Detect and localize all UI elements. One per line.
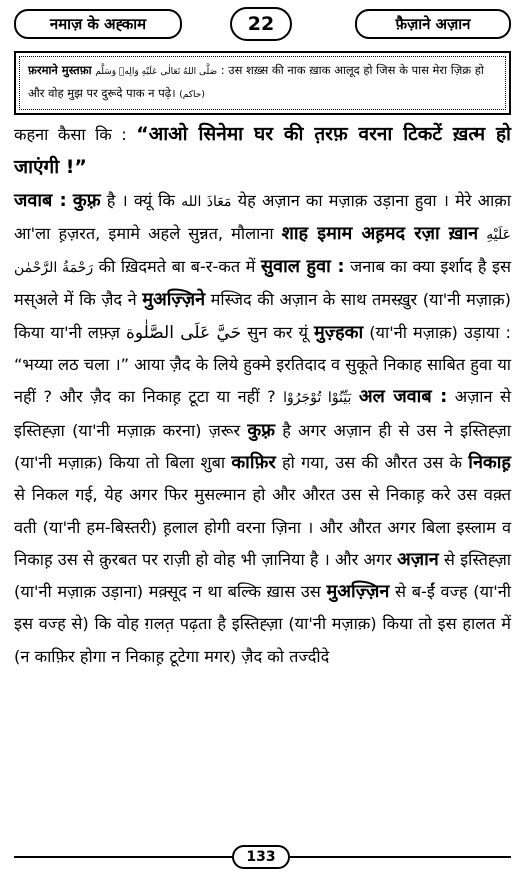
hadith-banner [14, 51, 511, 115]
al-jawab-label: अल जवाब : [358, 386, 448, 408]
nikah-word: निकाह़ [468, 451, 511, 473]
kufr-word: कुफ़्र [72, 189, 101, 211]
text-seg5: मस्जिद की अज़ान के साथ तमस्ख़ुर (या'नी मज़ाक़) किया या'नी लफ़्ज़ [14, 290, 511, 342]
scholar-name: शाह इमाम अह़मद रज़ा ख़ान [281, 222, 479, 244]
text-seg2: येह अज़ान का मज़ाक़ उड़ाना हुवा । मेरे आक़ा आ'ला ह़ज़रत, इमामे अहले सुन्नत, मौलाना [14, 190, 511, 243]
page-body [14, 118, 511, 673]
text-seg12: से इस्तिह्ज़ा (या'नी मज़ाक़ उड़ाना) मक़्सूद न था बल्कि ख़ास उस [14, 549, 511, 602]
muazzin-word-1: मुअज़्ज़िने [142, 289, 206, 311]
text-seg11: से निकल गई, येह अगर फिर मुसल्मान हो और औरत उस से निकाह़ करे उस वक़्त वती (या'नी हम-बिस्तरी) ह़लाल होगी वरना ज़िना । और औरत अगर बिला इस्लाम व निकाह़ उस से क़ुरबत पर राज़ी हो वोह भी ज़ानिया है । और अगर [14, 485, 511, 569]
arabic-rahmah: عَلَيْهِ رَحْمَةُ الرَّحْمٰن [14, 226, 511, 277]
body-paragraph [14, 118, 511, 185]
header-page-number: 22 [230, 7, 292, 41]
hadith-banner-inner [19, 56, 506, 110]
banner-text: : उस शख़्स की नाक ख़ाक आलूद हो जिस के पास मेरा ज़िक्र हो और वोह मुझ पर दुरूदे पाक न पढ़े। [28, 63, 484, 100]
footer-rule-right [290, 856, 511, 858]
muzhaka-word: मुज़्हका [314, 321, 364, 343]
text-seg4: जनाब का क्या इर्शाद है इस मस्अले में कि ज़ैद ने [14, 257, 511, 310]
header-chapter-title: फ़ैज़ाने अज़ान [355, 9, 511, 39]
intro-text: कहना कैसा कि : [14, 125, 127, 144]
kafir-word: काफ़िर [231, 451, 276, 473]
text-seg8: अज़ान से इस्तिह्ज़ा (या'नी मज़ाक़ करना) ज़रूर [14, 387, 511, 440]
text-seg1: है । क्यूं कि [106, 190, 175, 210]
banner-arabic: صَلَّى اللهُ تَعَالٰى عَلَيْهِ وَالِهٖ وَسَلَّم [95, 67, 218, 77]
text-seg10: हो गया, उस की औरत उस के [282, 452, 463, 472]
text-seg6: सुन कर यूं [247, 322, 308, 342]
quoted-statement: “आओ सिनेमा घर की त़रफ़ वरना टिकटें ख़त्म हो जाएंगी !” [14, 123, 511, 179]
text-seg7: (या'नी मज़ाक़) उड़ाया : “भय्या लठ चला ।” आया ज़ैद के लिये हुक्मे इरतिदाद व सुकूते निकाह साबित हुवा या नहीं ? और ज़ैद का निकाह़ टूटा या नहीं ? [14, 322, 511, 407]
banner-label: फ़रमाने मुस्तफ़ा [28, 63, 92, 77]
kufr-word-2: कुफ़्र [247, 419, 276, 441]
question-label: सुवाल हुवा : [260, 256, 345, 278]
text-seg3: की ख़िदमते बा ब-र-कत में [98, 257, 256, 277]
text-seg9: है अगर अज़ान ही से उस ने इस्तिह्ज़ा (या'नी मज़ाक़) किया तो बिला शुबा [14, 420, 511, 472]
text-seg13: से ब-ईं वज्ह (या'नी इस वज्ह से) कि वोह ग़लत़ पढ़ता है इस्तिह्ज़ा (या'नी मज़ाक़) किया तो इस हालत में (न काफ़िर होगा न निकाह़ टूटेगा मगर) ज़ैद को तज्दीदे [14, 582, 511, 666]
footer-page-number: 133 [232, 845, 290, 869]
arabic-maazallah: مَعَاذَ الله [181, 193, 232, 210]
arabic-hayya: حَيَّ عَلَى الصَّلٰوة [125, 322, 242, 343]
body-paragraph-main [14, 185, 511, 673]
answer-label: जवाब : [14, 189, 67, 211]
arabic-bayyinu: بَیِّنُوْا تُوْجَرُوْا [283, 390, 352, 407]
footer-rule-left [14, 856, 232, 858]
header-book-title: नमाज़ के अह्काम [14, 9, 182, 39]
banner-source: (حاکم) [179, 90, 205, 100]
muazzin-word-2: मुअज़्ज़िन [326, 581, 390, 603]
azan-word: अज़ान [396, 548, 439, 570]
